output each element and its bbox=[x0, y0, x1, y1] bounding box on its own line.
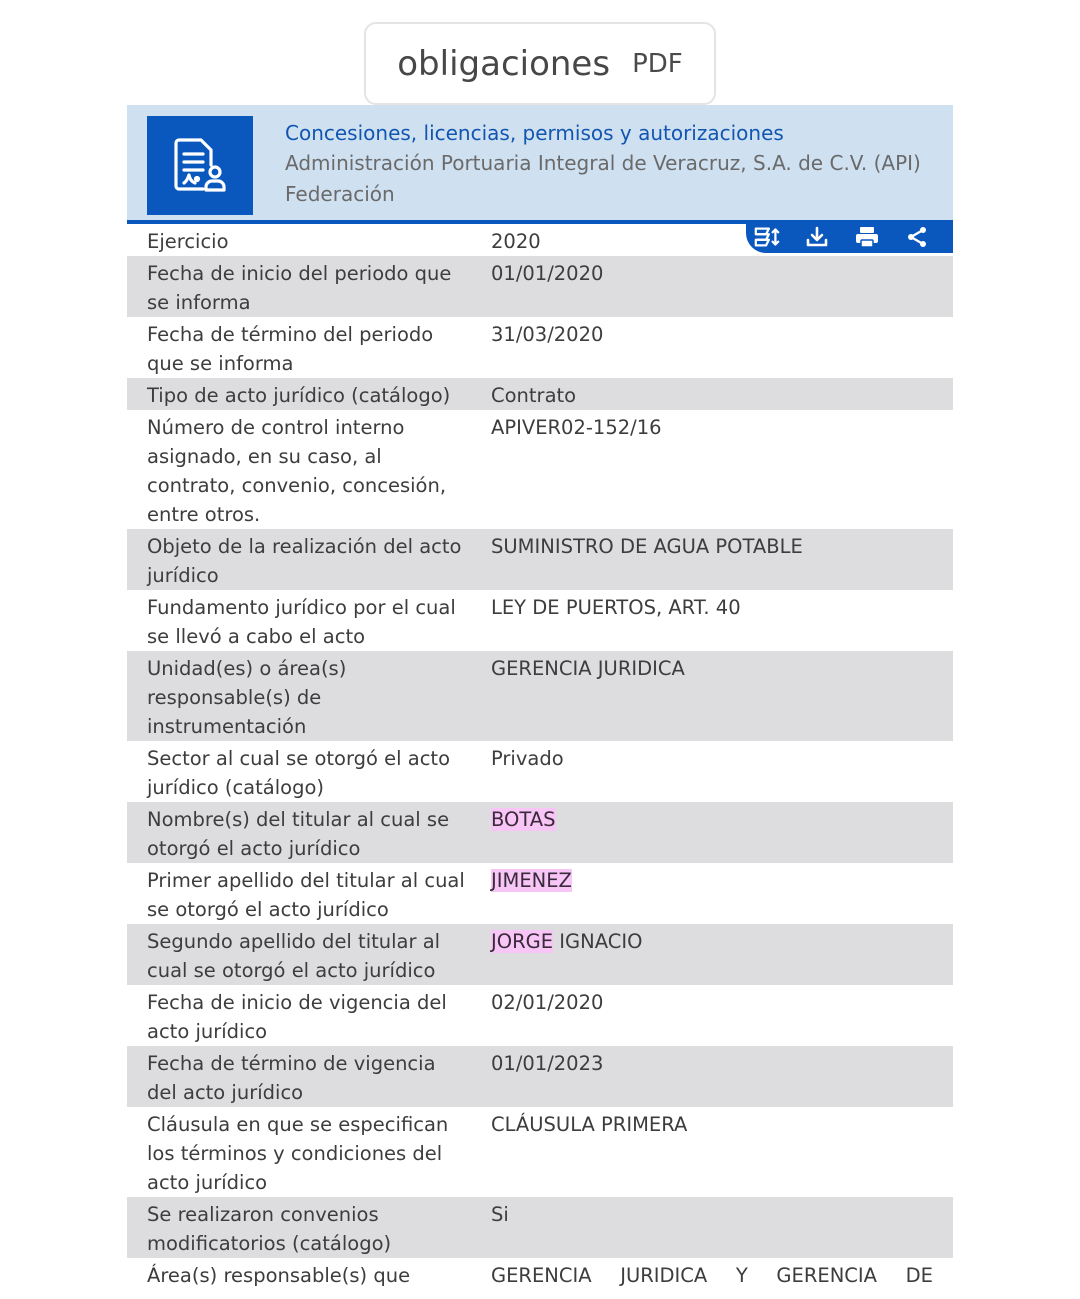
table-row bbox=[127, 1258, 953, 1290]
table-row bbox=[127, 378, 953, 410]
field-label: Ejercicio bbox=[147, 230, 229, 253]
field-label: Segundo apellido del titular al cual se otorgó el acto jurídico bbox=[147, 930, 441, 982]
field-label: Tipo de acto jurídico (catálogo) bbox=[147, 384, 451, 407]
value-word: GERENCIA bbox=[491, 1264, 592, 1287]
field-label: Cláusula en que se especifican los términos y condiciones del acto jurídico bbox=[147, 1113, 449, 1194]
field-value: Contrato bbox=[491, 384, 577, 407]
field-label: Fecha de inicio de vigencia del acto jurídico bbox=[147, 991, 447, 1043]
value-word: GERENCIA bbox=[776, 1264, 878, 1287]
table-row bbox=[127, 256, 953, 317]
field-value: CLÁUSULA PRIMERA bbox=[491, 1113, 688, 1136]
field-label: Nombre(s) del titular al cual se otorgó el acto jurídico bbox=[147, 808, 450, 860]
field-value: Privado bbox=[491, 747, 564, 770]
top-brand-bar bbox=[364, 22, 716, 105]
table-row bbox=[127, 410, 953, 529]
table-row bbox=[127, 1046, 953, 1107]
document-person-icon bbox=[147, 116, 253, 215]
field-value: APIVER02-152/16 bbox=[491, 416, 662, 439]
obligation-header bbox=[127, 105, 953, 220]
field-value: 01/01/2020 bbox=[491, 262, 604, 285]
field-label: Fundamento jurídico por el cual se llevó a cabo el acto bbox=[147, 596, 456, 648]
field-label: Sector al cual se otorgó el acto jurídico (catálogo) bbox=[147, 747, 451, 799]
value-remainder: IGNACIO bbox=[553, 930, 643, 953]
field-value: 2020 bbox=[491, 230, 541, 253]
field-value bbox=[471, 924, 953, 985]
field-value: Si bbox=[491, 1203, 509, 1226]
value-word: Y bbox=[735, 1264, 748, 1287]
field-label: Fecha de término de vigencia del acto jurídico bbox=[147, 1052, 436, 1104]
field-value bbox=[471, 1258, 953, 1290]
value-word: JURIDICA bbox=[620, 1264, 708, 1287]
table-row bbox=[127, 1107, 953, 1197]
field-label: Número de control interno asignado, en su caso, al contrato, convenio, concesión, entre otros. bbox=[147, 416, 447, 526]
field-value: 31/03/2020 bbox=[491, 323, 604, 346]
field-label: Fecha de inicio del periodo que se informa bbox=[147, 262, 452, 314]
field-label: Fecha de término del periodo que se informa bbox=[147, 323, 434, 375]
field-label: Se realizaron convenios modificatorios (catálogo) bbox=[147, 1203, 392, 1255]
table-row bbox=[127, 863, 953, 924]
field-label: Primer apellido del titular al cual se otorgó el acto jurídico bbox=[147, 869, 465, 921]
highlighted-value: JIMENEZ bbox=[491, 869, 572, 892]
field-label: Objeto de la realización del acto jurídico bbox=[147, 535, 462, 587]
table-row bbox=[127, 985, 953, 1046]
highlighted-value: BOTAS bbox=[491, 808, 556, 831]
field-value bbox=[471, 802, 953, 863]
field-value: GERENCIA JURIDICA bbox=[491, 657, 685, 680]
highlighted-value: JORGE bbox=[491, 930, 554, 953]
field-value: SUMINISTRO DE AGUA POTABLE bbox=[491, 535, 803, 558]
table-row bbox=[127, 224, 953, 256]
value-word: DE bbox=[905, 1264, 933, 1287]
field-value: 01/01/2023 bbox=[491, 1052, 604, 1075]
obligation-title: Concesiones, licencias, permisos y autorizaciones bbox=[285, 121, 784, 145]
table-row bbox=[127, 317, 953, 378]
table-row bbox=[127, 651, 953, 741]
table-row bbox=[127, 590, 953, 651]
field-label: Unidad(es) o área(s) responsable(s) de instrumentación bbox=[147, 657, 347, 738]
format-label: PDF bbox=[632, 48, 683, 79]
table-row bbox=[127, 529, 953, 590]
record-detail-table bbox=[127, 224, 953, 1290]
field-value: 02/01/2020 bbox=[491, 991, 604, 1014]
institution-name: Administración Portuaria Integral de Veracruz, S.A. de C.V. (API) bbox=[285, 151, 921, 175]
table-row bbox=[127, 924, 953, 985]
brand-label: obligaciones bbox=[397, 43, 611, 84]
table-row bbox=[127, 741, 953, 802]
field-label: Área(s) responsable(s) que bbox=[147, 1264, 411, 1287]
table-row bbox=[127, 802, 953, 863]
field-value: LEY DE PUERTOS, ART. 40 bbox=[491, 596, 741, 619]
government-level: Federación bbox=[285, 182, 395, 206]
field-value bbox=[471, 863, 953, 924]
table-row bbox=[127, 1197, 953, 1258]
